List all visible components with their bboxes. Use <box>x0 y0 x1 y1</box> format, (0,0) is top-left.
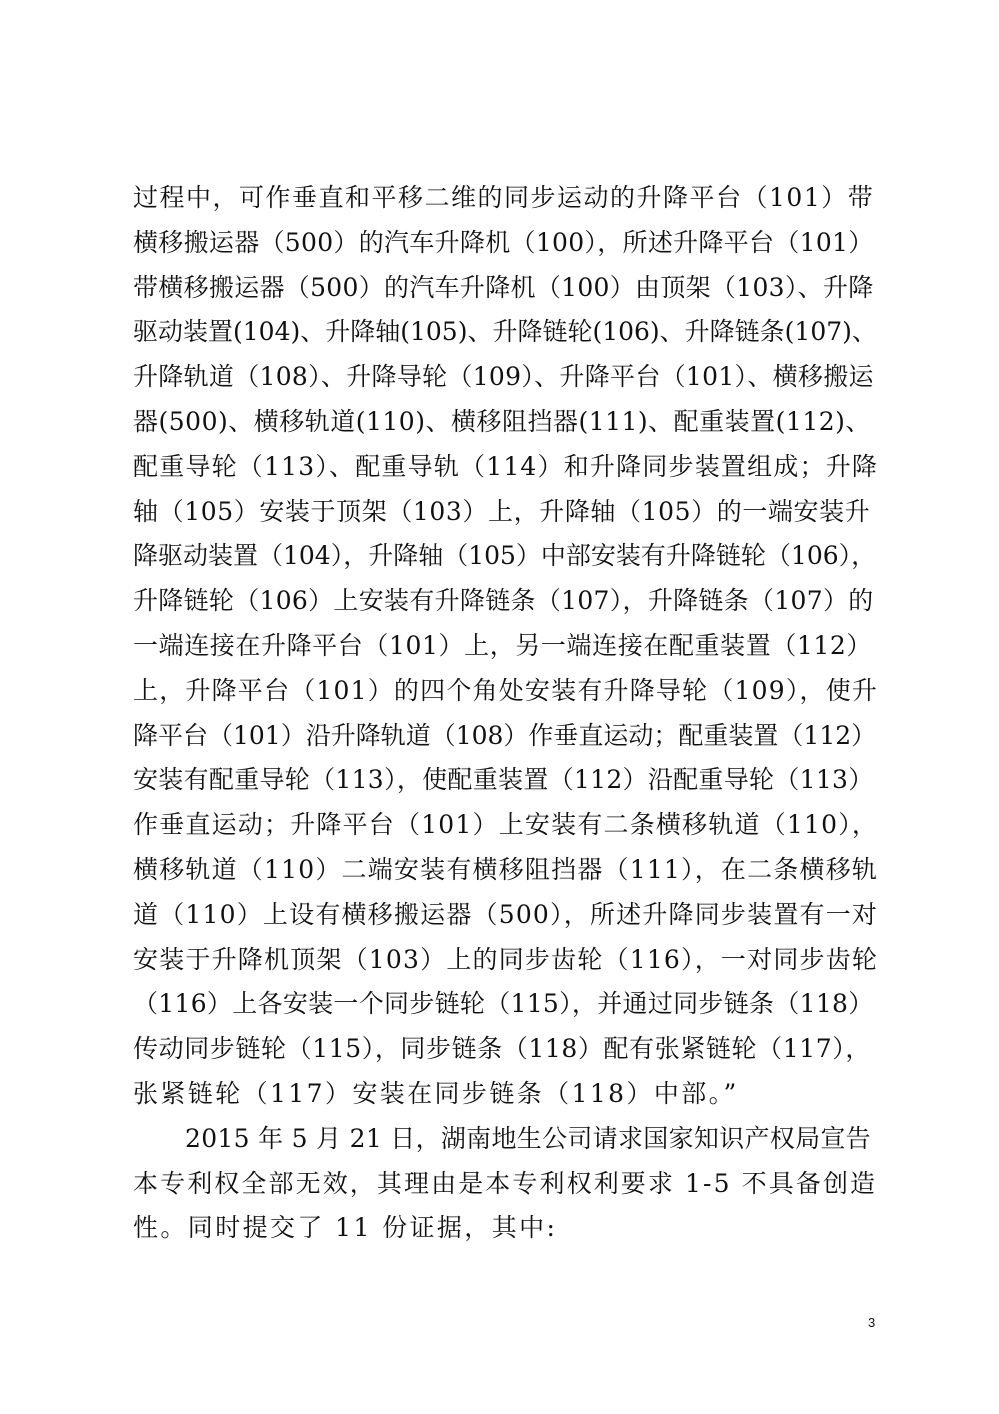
text-line: 轴（105）安装于顶架（103）上，升降轴（105）的一端安装升 <box>133 496 871 526</box>
text-line: 安装有配重导轮（113），使配重装置（112）沿配重导轮（113） <box>133 765 874 795</box>
text-line: 本专利权全部无效，其理由是本专利权利要求 1-5 不具备创造 <box>133 1168 878 1198</box>
paragraph-first-line: 2015 年 5 月 21 日，湖南地生公司请求国家知识产权局宣告 <box>185 1123 871 1153</box>
page-number: 3 <box>868 1315 876 1330</box>
text-line: 横移搬运器（500）的汽车升降机（100），所述升降平台（101） <box>133 227 874 257</box>
text-line: 上，升降平台（101）的四个角处安装有升降导轮（109），使升 <box>133 675 879 705</box>
text-line: 过程中，可作垂直和平移二维的同步运动的升降平台（101）带 <box>133 183 875 212</box>
text-line: 带横移搬运器（500）的汽车升降机（100）由顶架（103）、升降 <box>133 272 874 302</box>
text-line: 横移轨道（110）二端安装有横移阻挡器（111），在二条横移轨 <box>133 854 879 884</box>
text-line: 配重导轮（113）、配重导轨（114）和升降同步装置组成；升降 <box>133 451 879 481</box>
body-text <box>133 176 878 1251</box>
text-line: 升降链轮（106）上安装有升降链条（107），升降链条（107）的 <box>133 586 874 616</box>
text-line: 道（110）上设有横移搬运器（500），所述升降同步装置有一对 <box>133 899 879 929</box>
text-line: 降平台（101）沿升降轨道（108）作垂直运动；配重装置（112） <box>133 720 877 750</box>
text-line: 性。同时提交了 11 份证据，其中: <box>133 1213 558 1243</box>
text-line: 安装于升降机顶架（103）上的同步齿轮（116），一对同步齿轮 <box>133 944 879 974</box>
text-line: 作垂直运动；升降平台（101）上安装有二条横移轨道（110）， <box>133 810 879 840</box>
text-line: 驱动装置(104)、升降轴(105)、升降链轮(106)、升降链条(107)、 <box>133 317 877 347</box>
text-line: 传动同步链轮（115），同步链条（118）配有张紧链轮（117）， <box>133 1034 871 1064</box>
text-line: 升降轨道（108）、升降导轮（109）、升降平台（101）、横移搬运 <box>133 362 874 392</box>
text-line: 张紧链轮（117）安装在同步链条（118）中部。” <box>133 1078 739 1108</box>
text-line: （116）上各安装一个同步链轮（115），并通过同步链条（118） <box>133 989 874 1019</box>
text-line: 降驱动装置（104），升降轴（105）中部安装有升降链轮（106）， <box>133 541 877 571</box>
text-line: 器(500)、横移轨道(110)、横移阻挡器(111)、配重装置(112)、 <box>133 406 871 436</box>
text-line: 一端连接在升降平台（101）上，另一端连接在配重装置（112） <box>133 630 873 660</box>
